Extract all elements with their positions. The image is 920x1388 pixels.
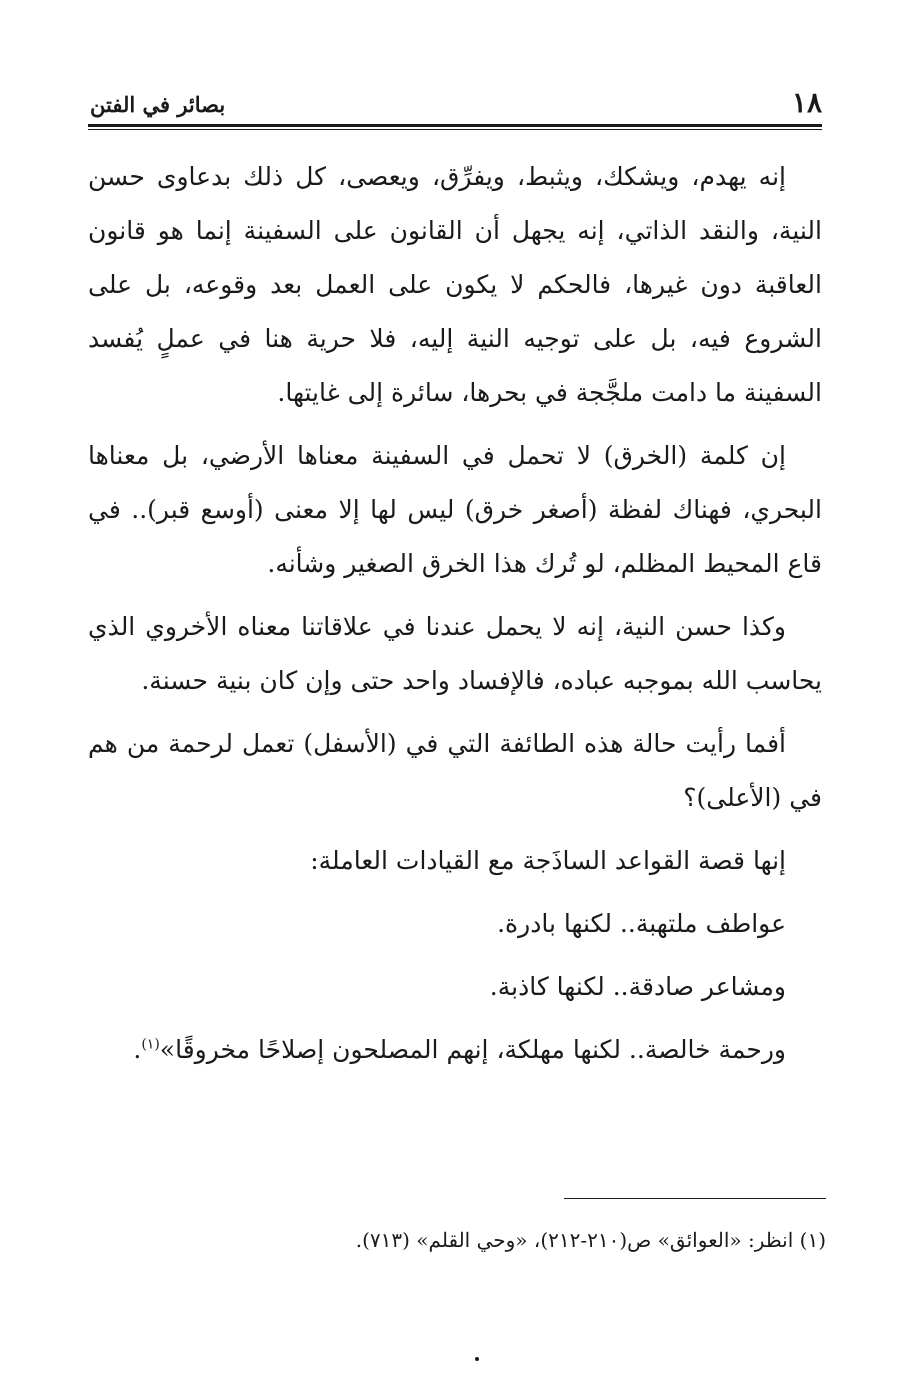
footnote-reference: (١): [141, 1036, 160, 1053]
final-period: .: [133, 1035, 142, 1064]
paragraph-8-text: ورحمة خالصة.. لكنها مهلكة، إنهم المصلحون إصلاحًا مخروقًا»: [159, 1035, 786, 1064]
header-rule: [88, 124, 822, 127]
paragraph-5: إنها قصة القواعد الساذَجة مع القيادات العاملة:: [310, 846, 786, 875]
paragraph-3: وكذا حسن النية، إنه لا يحمل عندنا في علاقاتنا معناه الأخروي الذي يحاسب الله بموجبه عباده، فالإفساد واحد حتى وإن كان بنية حسنة.: [88, 612, 822, 695]
paragraph-1: إنه يهدم، ويشكك، ويثبط، ويفرِّق، ويعصى، كل ذلك بدعاوى حسن النية، والنقد الذاتي، إنه يجهل أن القانون على السفينة إنما هو قانون العاقبة دون غيرها، فالحكم لا يكون على العمل بعد وقوعه، بل على الشروع فيه، بل على توجيه النية إليه، فلا حرية هنا في عملٍ يُفسد السفينة ما دامت ملجَّجة في بحرها، سائرة إلى غايتها.: [88, 162, 822, 407]
footnote: (١) انظر: «العوائق» ص(٢١٠-٢١٢)، «وحي القلم» (٧١٣).: [355, 1228, 826, 1252]
paragraph-8: [88, 1023, 822, 1077]
page-header: [88, 84, 822, 124]
running-title: بصائر في الفتن: [90, 92, 226, 117]
paragraph-7: ومشاعر صادقة.. لكنها كاذبة.: [489, 972, 786, 1001]
paragraph-6: عواطف ملتهبة.. لكنها بادرة.: [497, 909, 786, 938]
page-speck: [475, 1357, 479, 1361]
page-number: ١٨: [791, 86, 822, 119]
header-rule-thin: [88, 129, 822, 130]
paragraph-2: إن كلمة (الخرق) لا تحمل في السفينة معناها الأرضي، بل معناها البحري، فهناك لفظة (أصغر خرق) ليس لها إلا معنى (أوسع قبر).. في قاع المحيط المظلم، لو تُرك هذا الخرق الصغير وشأنه.: [88, 441, 822, 578]
body-text: [88, 150, 822, 1086]
paragraph-4: أفما رأيت حالة هذه الطائفة التي في (الأسفل) تعمل لرحمة من هم في (الأعلى)؟: [88, 729, 822, 812]
footnote-separator: [564, 1198, 826, 1199]
